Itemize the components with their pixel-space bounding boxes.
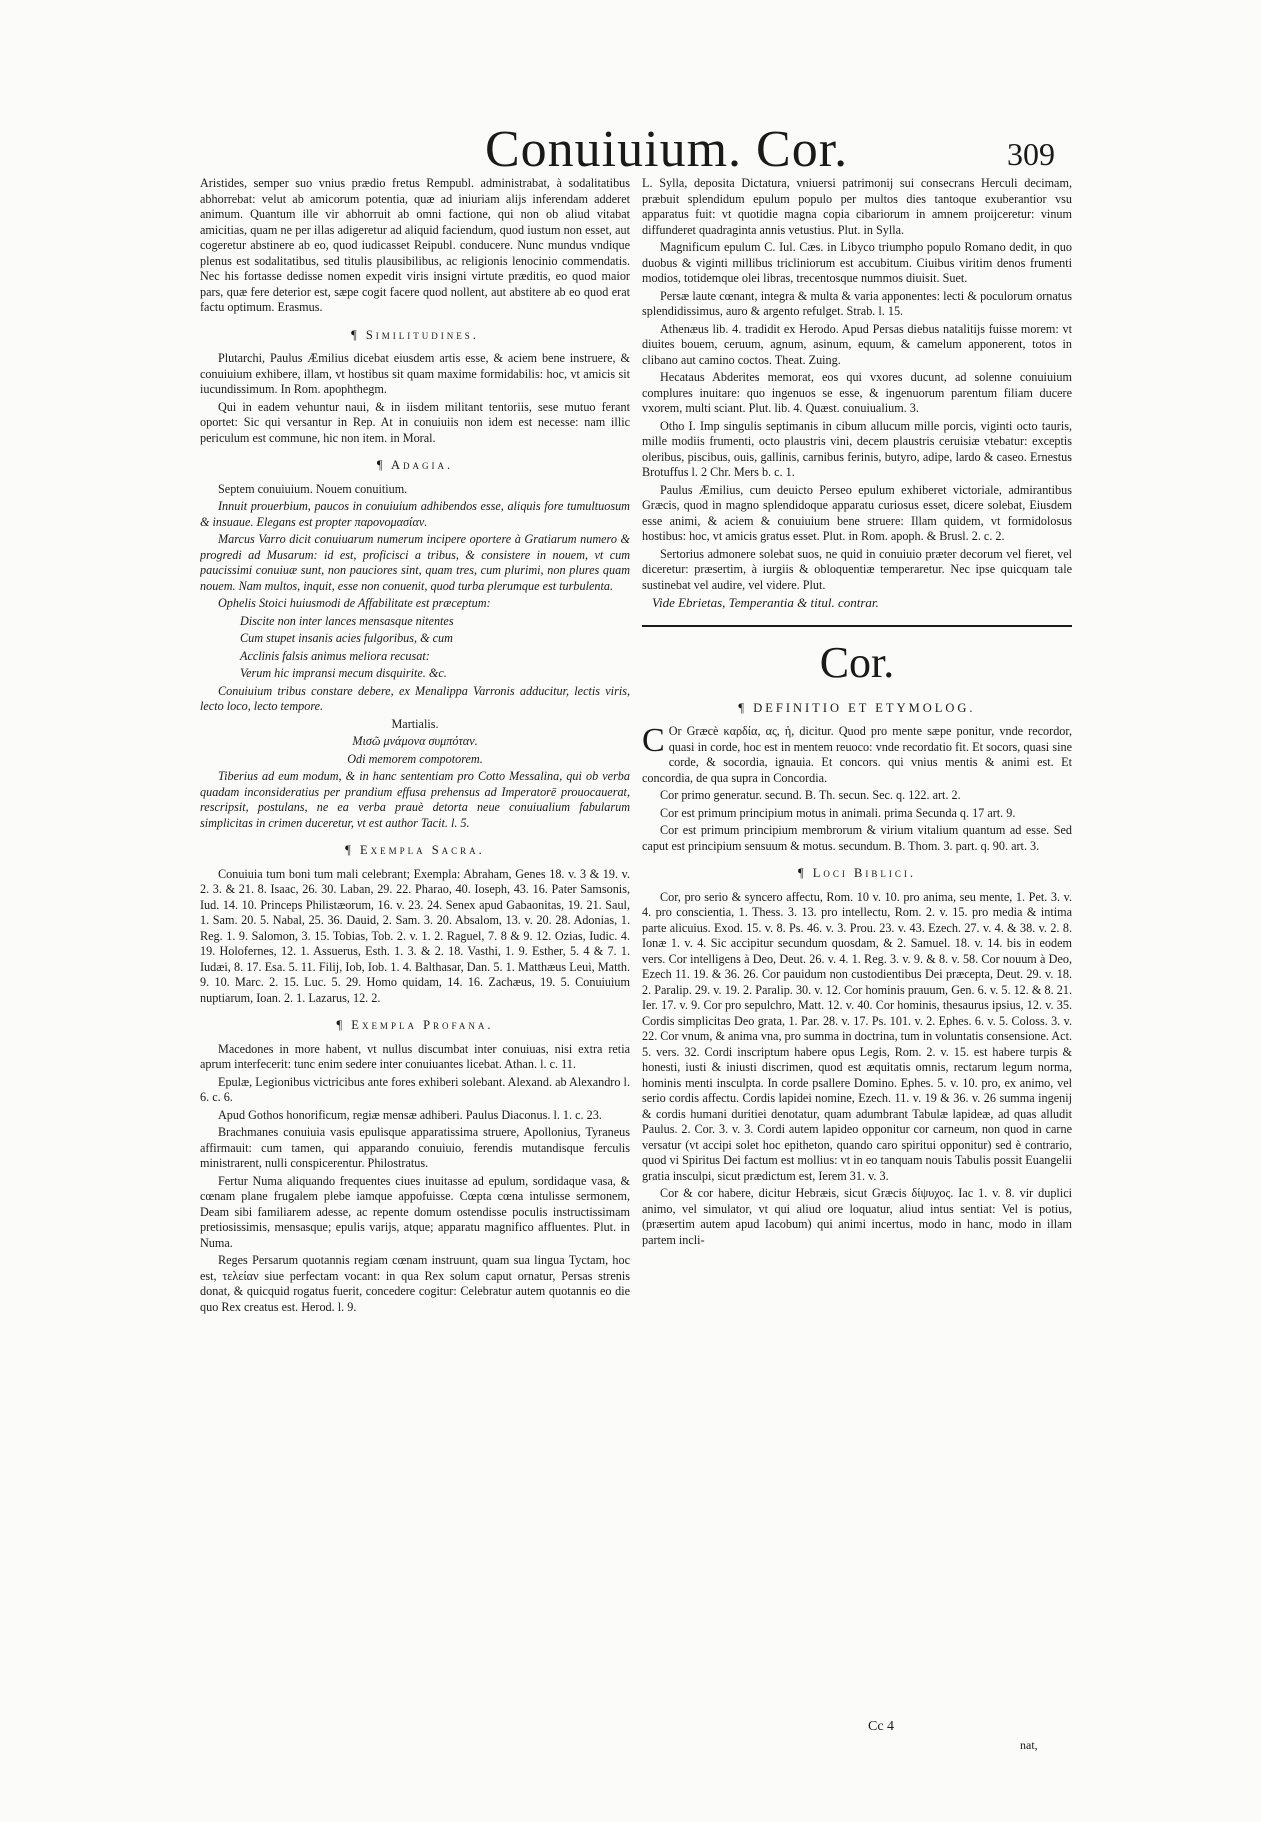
paragraph: Cor primo generatur. secund. B. Th. secun. Sec. q. 122. art. 2.: [660, 788, 961, 802]
section-heading-similitudines: ¶ Similitudines.: [351, 327, 479, 342]
section-divider: [642, 625, 1072, 627]
paragraph: Marcus Varro dicit conuiuarum numerum incipere oportere à Gratiarum numero & progredi ad Musarum: id est, proficisci a tribus, & consistere in nouem, vt cum paucissimi conuiuæ sunt, non pauciores sint, quam tres, cum plurimi, non plures quam nouem. Nam multos, inquit, esse non conuenit, quod turba plerumque est turbulenta.: [200, 532, 630, 593]
running-title: Conuiuium. Cor.: [485, 121, 849, 178]
paragraph: Tiberius ad eum modum, & in hanc sententiam pro Cotto Messalina, qui ob verba quadam inconsideratius per prandium effusa prehensus ad Imperatorē prouocauerat, rescripsit, postulans, ne ea verba prauè detorta neue conuiualium fabularum simplicitas in crimen duceretur, vt est author Tacit. l. 5.: [200, 769, 630, 830]
paragraph: Conuiuia tum boni tum mali celebrant; Exempla: Abraham, Genes 18. v. 3 & 19. v. 2. 3. & 21. 8. Isaac, 26. 30. Laban, 29. 22. Pharao, 40. Ioseph, 43. 16. Pater Samsonis, Iud. 14. 10. Princeps Philistæorum, 16. v. 23. 24. Senex apud Gabaonitas, 19. 21. Saul, 1. Sam. 20. 5. Nabal, 25. 36. Dauid, 2. Sam. 3. 20. Absalom, 13. v. 20. 28. Adonias, 1. Reg. 1. 9. Salomon, 3. 15. Tobias, Tob. 2. v. 1. 2. Raguel, 7. 8 & 9. 12. Ozias, Iudic. 4. 19. Holofernes, 12. 1. Assuerus, Esth. 1. 3. & 2. 18. Vasthi, 1. 9. Esther, 5. 4 & 7. 1. Iudæi, 8. 17. Esa. 5. 11. Filij, Iob, Iob. 1. 4. Balthasar, Dan. 5. 1. Matthæus Leui, Matth. 9. 10. Marc. 2. 15. Luc. 5. 29. Homo quidam, 14. 16. Zachæus, 19. 5. Conuiuium nuptiarum, Ioan. 2. 1. Lazarus, 12. 2.: [200, 866, 630, 1005]
paragraph: Conuiuium tribus constare debere, ex Menalippa Varronis adducitur, lectis viris, lecto loco, lecto tempore.: [200, 683, 630, 713]
attribution: Martialis.: [391, 716, 439, 731]
paragraph: Reges Persarum quotannis regiam cœnam instruunt, quam sua lingua Tyctam, hoc est, τελείαν siue perfectam vocant: in qua Rex solum caput ornatur, Persas strenis donat, & quicquid rogatus fuerit, concedere cogitur: Celebratur autem quotannis eo die quo Rex creatus est. Herod. l. 9.: [200, 1253, 630, 1314]
paragraph: Epulæ, Legionibus victricibus ante fores exhiberi solebant. Alexand. ab Alexandro l. 6. c. 6.: [200, 1074, 630, 1104]
left-column: [200, 176, 630, 1736]
page-number: 309: [1007, 136, 1055, 172]
paragraph: Cor & cor habere, dicitur Hebræis, sicut Græcis δίψυχος. Iac 1. v. 8. vir duplici animo, vel simulator, vt qui aliud ore loquatur, aliud intus sentiat: Vel is potius, (præsertim autem apud Iacobum) qui animi incertus, modo in hanc, modo in illam partem incli-: [642, 1186, 1072, 1247]
verse-line: Verum hic impransi mecum disquirite. &c.: [240, 666, 447, 680]
paragraph: Innuit prouerbium, paucos in conuiuium adhibendos esse, aliquis fore tumultuosum & insuaue. Elegans est propter παρονομασίαν.: [200, 499, 630, 529]
entry-heading-cor: Cor.: [819, 637, 895, 687]
verse-line: Discite non inter lances mensasque nitentes: [240, 613, 454, 628]
paragraph: Cor est primum principium motus in animali. prima Secunda q. 17 art. 9.: [660, 805, 1016, 820]
greek-quote: Μισῶ μνάμονα συμπόταν.: [352, 734, 478, 748]
paragraph: Ophelis Stoici huiusmodi de Affabilitate est præceptum:: [218, 596, 491, 610]
catchword: nat,: [1020, 1738, 1038, 1752]
paragraph: Macedones in more habent, vt nullus discumbat inter conuiuas, nisi extra retia aprum interfecerit: tunc enim sedere inter conuiuantes licebat. Athan. l. c. 11.: [200, 1041, 630, 1071]
section-heading-exempla-profana: ¶ Exempla Profana.: [336, 1018, 494, 1032]
paragraph: Magnificum epulum C. Iul. Cæs. in Libyco triumpho populo Romano dedit, in quo duobus & viginti millibus tricliniorum est accubitum. Ciuibus viritim denos frumenti modios, totidemque olei libras, trecentosque nummos diuisit. Suet.: [642, 240, 1072, 285]
paragraph: L. Sylla, deposita Dictatura, vniuersi patrimonij sui consecrans Herculi decimam, præbuit splendidum epulum populo per multos dies tantoque exuberantior vsu apparatus fuit: vt quotidie magna copia cibariorum in amnem proijceretur: vinum diffunderet quadraginta annis vetustius. Plut. in Sylla.: [642, 176, 1072, 237]
paragraph-text: Or Græcè καρδία, ας, ἡ, dicitur. Quod pro mente sæpe ponitur, vnde recordor, quasi in corde, hoc est in mentem reuoco: vnde recordatio fit. Et socors, quasi sine corde, & socordia, ignauia. Et concors. qui vnius mentis & animi est. Et concordia, de qua supra in Concordia.: [642, 724, 1072, 785]
paragraph: Otho I. Imp singulis septimanis in cibum allucum mille porcis, viginti octo tauris, mille modiis frumenti, octo plaustris vini, decem plaustris ceruisiæ vtebatur: exceptis oleribus, piscibus, ouis, gallinis, carnibus ferinis, butyro, adipe, lardo & caseo. Ernestus Brotuffus l. 2 Chr. Mers b. c. 1.: [642, 418, 1072, 479]
signature-mark: Cc 4: [868, 1719, 895, 1734]
paragraph: Fertur Numa aliquando frequentes ciues inuitasse ad epulum, sordidaque vasa, & cœnam plane frugalem plebe iamque appofuisse. Cœpta cœna intulisse sermonem, Deam sibi familiarem adesse, ac repente domum ostendisse poculis instructissimam pretiosissimis, mensasque; epulis varijs, atque; apparatu magnifico affluentes. Plut. in Numa.: [200, 1173, 630, 1250]
section-heading-exempla-sacra: ¶ Exempla Sacra.: [345, 843, 485, 857]
drop-cap: C: [642, 722, 665, 759]
paragraph: Paulus Æmilius, cum deuicto Perseo epulum exhiberet victoriale, admirantibus Græcis, quod in magno splendidoque apparatu curiosus esset, dicere solebat, Eiusdem esse animi, & aciem & conuiuium bene struere: Illam quidem, vt formidolosus hostibus: hoc, vt amicis gratus esset. Plut. in Rom. apoph. & Brusl. 2. c. 2.: [642, 482, 1072, 543]
paragraph: Apud Gothos honorificum, regiæ mensæ adhiberi. Paulus Diaconus. l. 1. c. 23.: [218, 1107, 602, 1122]
verse-line: Cum stupet insanis acies fulgoribus, & cum: [240, 631, 453, 645]
paragraph: Aristides, semper suo vnius prædio fretus Rempubl. administrabat, à sodalitatibus abhorrebat: velut ab amicorum potentia, quæ ad iniuriam alijs inferendam adderet animum. Quantum ille vir abhorruit ab omni factione, qui non ob aliud vitabat amicitias, quam ne per illas adigeretur ad aliquid faciendum, quod iustum non esset, aut cogeretur abstinere ab eo, quod iudicasset Reipubl. conducere. Nunc mundus vndique plenus est sodalitatibus, sed titulis plausibilibus, ac religionis lenocinio commendatis. Nec his fortasse dedisse nomen expedit viris insigni virtute præditis, eo quod maior pars, quæ fere deterior est, sæpe cogit facere quod nollent, aut abstitere ab eo quod erat factu optimum. Erasmus.: [200, 176, 630, 314]
latin-quote: Odi memorem compotorem.: [347, 751, 483, 766]
section-heading-definitio: ¶ DEFINITIO ET ETYMOLOG.: [738, 700, 976, 715]
paragraph: Sertorius admonere solebat suos, ne quid in conuiuio præter decorum vel fieret, vel diceretur: præsertim, à iurgiis & obloquentiæ temperaretur. Nec ipse quicquam tale sustinebat vel audire, vel videre. Plut.: [642, 546, 1072, 592]
section-heading-adagia: ¶ Adagia.: [376, 458, 454, 472]
section-heading-loci-biblici: ¶ Loci Biblici.: [797, 866, 916, 880]
paragraph: Brachmanes conuiuia vasis epulisque apparatissima struere, Apollonius, Tyraneus affirmauit: cum tamen, qui apparando conuiuio, ferendis mutandisque ferculis ministrarent, nulli conspicerentur. Philostratus.: [200, 1125, 630, 1170]
paragraph: Plutarchi, Paulus Æmilius dicebat eiusdem artis esse, & aciem bene instruere, & conuiuium exhibere, illam, vt hostibus sit quam maxime formidabilis: hoc, vt amicis sit iucundissimum. In Rom. apophthegm.: [200, 351, 630, 396]
paragraph: Cor est primum principium membrorum & virium vitalium quantum ad esse. Sed caput est principium sensuum & motus. secundum. B. Thom. 3. part. q. 90. art. 3.: [642, 823, 1072, 853]
right-column: [642, 176, 1072, 1736]
paragraph: Athenæus lib. 4. tradidit ex Herodo. Apud Persas diebus natalitijs fuisse morem: vt diuites bouem, ceruum, agnum, asinum, equum, & camelum apponerent, totos in clibano aut camino coctos. Theat. Zuing.: [642, 321, 1072, 367]
paragraph: Persæ laute cœnant, integra & multa & varia apponentes: lecti & poculorum ornatus splendidissimus, auro & argento refulget. Strab. l. 15.: [642, 288, 1072, 318]
paragraph-with-dropcap: [642, 724, 1072, 786]
paragraph: Hecataus Abderites memorat, eos qui vxores ducunt, ad solenne conuiuium complures inuitare: quo ingenuos se esse, & ingenuorum parentum filiam ducere vxorem, multi sciant. Plut. lib. 4. Quæst. conuiualium. 3.: [642, 370, 1072, 415]
verse-line: Acclinis falsis animus meliora recusat:: [240, 648, 430, 663]
paragraph: Cor, pro serio & syncero affectu, Rom. 10 v. 10. pro anima, seu mente, 1. Pet. 3. v. 4. pro conscientia, 1. Thess. 3. 13. pro intellectu, Rom. 2. v. 15. pro media & intima parte alicuius. Exod. 15. v. 8. Ps. 46. v. 3. Prou. 23. v. 43. Ezech. 27. v. 4. & 38. v. 2. 8. Ionæ 1. v. 4. Sic accipitur secundum quosdam, & 2. Samuel. 18. v. 14. bis in eodem vers. Cor intelligens à Deo, Deut. 26. v. 4. 1. Reg. 3. v. 9. & 8. v. 58. Cor nouum à Deo, Ezech 11. 19. & 36. 26. Cor pauidum non custodientibus Dei præcepta, Deut. 29. v. 18. 2. Paralip. 29. v. 19. 2. Paralip. 30. v. 12. Cor hominis prauum, Gen. 6. v. 5. 12. & 8. 21. Ier. 17. v. 9. Cor pro sepulchro, Matt. 12. v. 40. Cor hominis, thesaurus ipsius, 12. v. 35. Cordis simplicitas Deo grata, 1. Par. 28. v. 17. Ps. 101. v. 2. Ephes. 6. v. 5. Coloss. 3. v. 22. Cor vnum, & anima vna, pro summa in doctrina, tum in voluntatis consensione. Act. 5. vers. 32. Cordi inscriptum habere opus Legis, Rom. 2. v. 15. est habere turpis & honesti, iusti & iniusti discrimen, quod est æquitatis omnis, rectarum legum norma, hominis menti insculpta. In corde psallere Domino. Ephes. 5. v. 10. pro, ex animo, vel serio cordis affectu. Cordis lapidei nomine, Ezech. 11. v. 19 & 36. v. 26 summa ingenij & cordis humani duritiei denotatur, quam adumbrant Tabulæ lapideæ, ad quas alludit Paulus. 2. Cor. 3. v. 3. Cordi autem lapideo opponitur cor carneum, non quod in carne versatur (vt accipi solet hoc epitheton, quando caro spiritui opponitur) sed è contrario, quod vi Spiritus Dei factum est mollius: vt in eo tanquam nouis Tabulis possit Euangelii gratia insculpi, sicut prædictum est, Ierem 31. v. 3.: [642, 889, 1072, 1183]
paragraph: Septem conuiuium. Nouem conuitium.: [218, 481, 408, 496]
cross-reference: Vide Ebrietas, Temperantia & titul. contrar.: [652, 595, 879, 610]
page-header: [195, 112, 1055, 182]
paragraph: Qui in eadem vehuntur naui, & in iisdem militant tentoriis, sese mutuo ferant oportet: Sic qui versantur in Rep. At in conuiuiis non idem est necesse: nam illic periculum est commune, hic non item. in Moral.: [200, 399, 630, 445]
